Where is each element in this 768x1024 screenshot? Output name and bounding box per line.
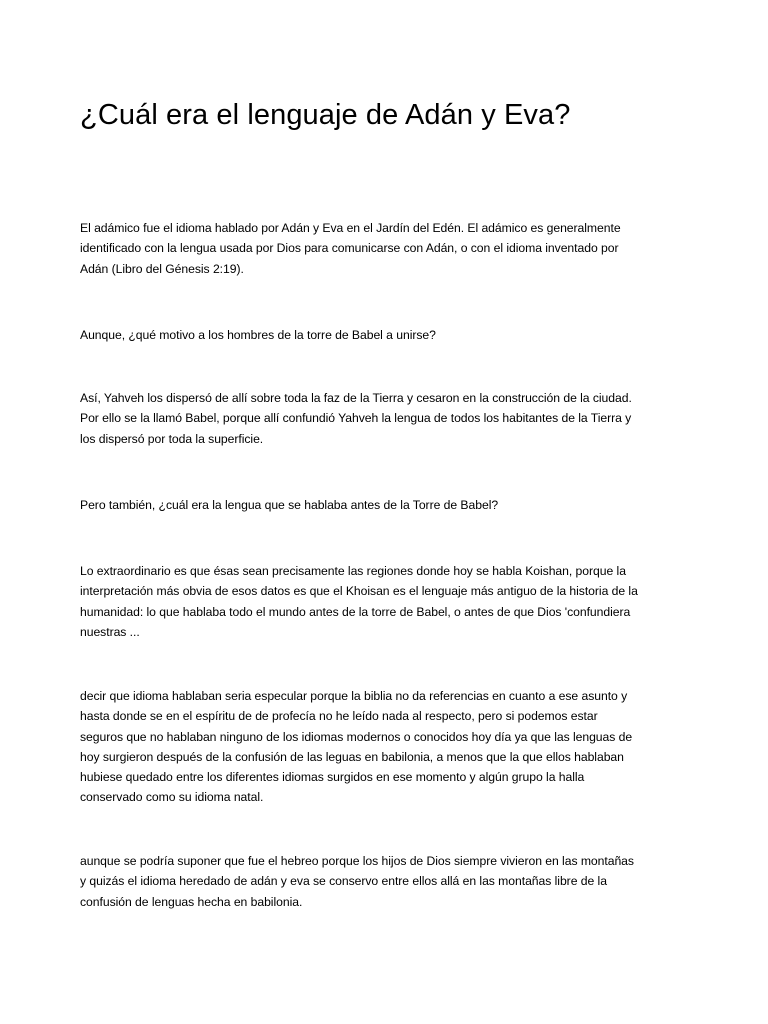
paragraph-line: decir que idioma hablaban seria especular porque la biblia no da referencias en cuanto a ese asunto y [80, 689, 628, 703]
paragraph-line: hubiese quedado entre los diferentes idiomas surgidos en ese momento y algún grupo la halla [80, 770, 585, 785]
paragraph-line: conservado como su idioma natal. [80, 790, 264, 805]
paragraph-line: confusión de lenguas hecha en babilonia. [80, 894, 303, 909]
paragraph-line: El adámico fue el idioma hablado por Adán y Eva en el Jardín del Edén. El adámico es generalmente [80, 221, 621, 235]
paragraph-khoisan [80, 561, 684, 642]
paragraph-line: Aunque, ¿qué motivo a los hombres de la torre de Babel a unirse? [80, 328, 436, 342]
paragraph-line: Así, Yahveh los dispersó de allí sobre toda la faz de la Tierra y cesaron en la construcción de la ciudad. [80, 391, 632, 405]
paragraph-line: hasta donde se en el espíritu de de profecía no he leído nada al respecto, pero si podemos estar [80, 709, 598, 724]
paragraph-babel-question [80, 325, 684, 345]
paragraph-line: Pero también, ¿cuál era la lengua que se hablaba antes de la Torre de Babel? [80, 498, 499, 512]
paragraph-adamic-language [80, 218, 684, 279]
paragraph-line: nuestras ... [80, 624, 140, 639]
paragraph-line: Lo extraordinario es que ésas sean precisamente las regiones donde hoy se habla Koishan, porque la [80, 564, 626, 578]
paragraph-dispersion [80, 388, 684, 449]
paragraph-line: los dispersó por toda la superficie. [80, 431, 264, 446]
paragraph-hebrew [80, 851, 684, 912]
paragraph-language-before-babel-question [80, 495, 684, 515]
paragraph-line: seguros que no hablaban ninguno de los idiomas modernos o conocidos hoy día ya que las lenguas de [80, 729, 633, 744]
paragraph-line: aunque se podría suponer que fue el hebreo porque los hijos de Dios siempre vivieron en las montañas [80, 854, 634, 868]
paragraph-line: humanidad: lo que hablaba todo el mundo antes de la torre de Babel, o antes de que Dios 'confundiera [80, 604, 631, 619]
paragraph-speculation [80, 686, 684, 808]
paragraph-line: Adán (Libro del Génesis 2:19). [80, 261, 244, 276]
paragraph-line: hoy surgieron después de la confusión de las leguas en babilonia, a menos que la que ellos hablaban [80, 749, 624, 764]
paragraph-line: Por ello se la llamó Babel, porque allí confundió Yahveh la lengua de todos los habitantes de la Tierra y [80, 411, 632, 426]
paragraph-line: identificado con la lengua usada por Dios para comunicarse con Adán, o con el idioma inventado por [80, 241, 619, 256]
paragraph-line: interpretación más obvia de esos datos es que el Khoisan es el lenguaje más antiguo de la historia de la [80, 584, 638, 599]
paragraph-line: y quizás el idioma heredado de adán y eva se conservo entre ellos allá en las montañas libre de la [80, 874, 607, 889]
document-title: ¿Cuál era el lenguaje de Adán y Eva? [80, 99, 571, 131]
